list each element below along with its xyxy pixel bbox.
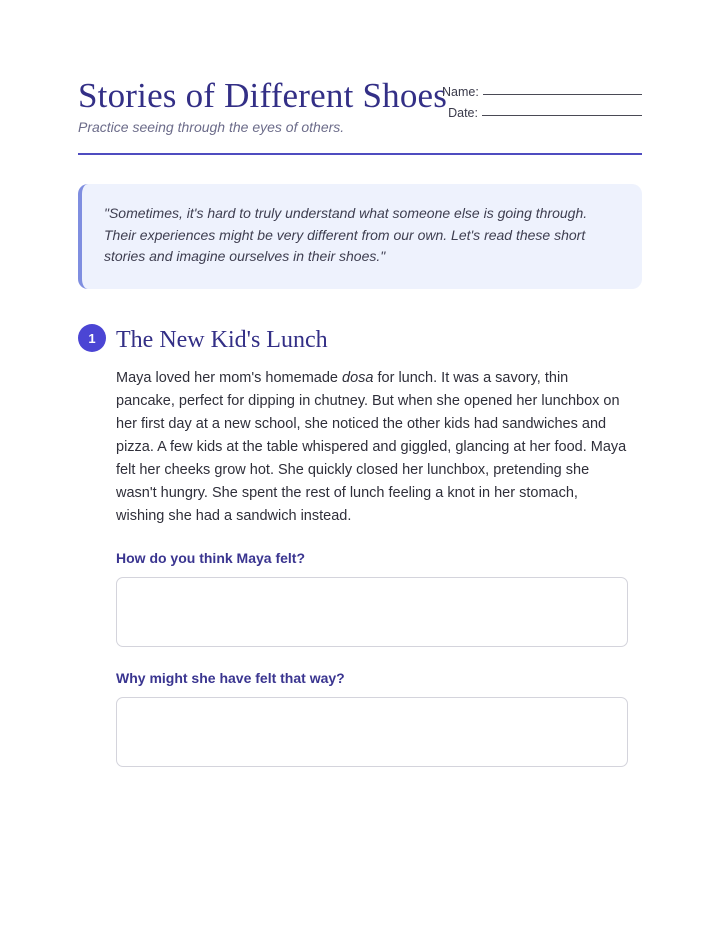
- story-number-badge: 1: [78, 324, 106, 352]
- question-label-1: How do you think Maya felt?: [116, 550, 306, 566]
- name-label: Name:: [442, 85, 479, 99]
- page-title: Stories of Different Shoes: [78, 76, 448, 115]
- story-title: The New Kid's Lunch: [116, 326, 328, 353]
- story-heading: [78, 324, 328, 352]
- name-row: [442, 78, 642, 99]
- worksheet-page: [78, 0, 642, 686]
- question-label-2: Why might she have felt that way?: [116, 670, 345, 686]
- answer-box-2[interactable]: [116, 697, 628, 767]
- story-text: [116, 367, 630, 528]
- answer-box-1[interactable]: [116, 577, 628, 647]
- story-text-end: for lunch. It was a savory, thin pancake, perfect for dipping in chutney. But when she opened her lunchbox on her first day at a new school, she noticed the other kids had sandwiches and pizza. A few kids at the table whispered and giggled, glancing at her food. Maya felt her cheeks grow hot. She quickly closed her lunchbox, pretending she wasn't hungry. She spent the rest of lunch feeling a knot in her stomach, wishing she had a sandwich instead.: [116, 370, 627, 524]
- header-divider: [78, 153, 642, 155]
- date-label: Date:: [448, 106, 478, 120]
- date-row: [442, 99, 642, 120]
- name-field[interactable]: [483, 82, 642, 95]
- story-text-emphasis: dosa: [342, 370, 374, 386]
- story-text-start: Maya loved her mom's homemade: [116, 370, 343, 386]
- intro-quote: "Sometimes, it's hard to truly understand what someone else is going through. Their experiences might be very different from our own. Let's read these short stories and imagine ourselves in their shoes.": [78, 184, 642, 289]
- name-date-block: [442, 78, 642, 120]
- page-subtitle: Practice seeing through the eyes of others.: [78, 119, 345, 135]
- date-field[interactable]: [482, 103, 642, 116]
- worksheet-header: [78, 0, 642, 155]
